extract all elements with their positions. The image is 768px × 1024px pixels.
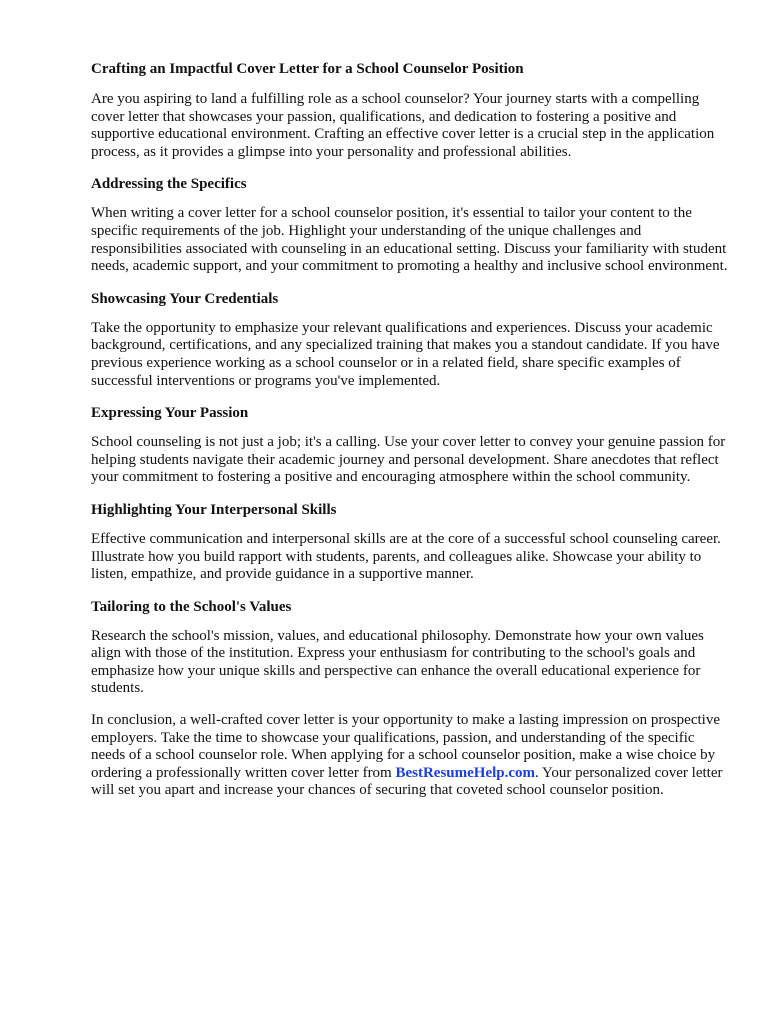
section-body: Effective communication and interpersonal skills are at the core of a successful school counseling career. Illustrate how you build rapport with students, parents, and colleagues alike. Showcase your ability to listen, empathize, and provide guidance in a supportive manner. bbox=[91, 530, 721, 583]
section-interpersonal-skills bbox=[91, 501, 731, 584]
section-heading: Expressing Your Passion bbox=[91, 405, 249, 422]
section-heading: Addressing the Specifics bbox=[91, 176, 247, 193]
section-body: Take the opportunity to emphasize your relevant qualifications and experiences. Discuss your academic background, certifications, and any specialized training that makes you a standout candidate. If you have previous experience working as a school counselor or in a related field, share specific examples of successful interventions or programs you've implemented. bbox=[91, 319, 720, 389]
section-addressing-specifics bbox=[91, 175, 731, 275]
conclusion-text-after-link: . Your personalized cover letter will set you apart and increase your chances of securing that coveted school counselor position. bbox=[91, 764, 723, 799]
conclusion-paragraph bbox=[91, 712, 731, 800]
intro-paragraph: Are you aspiring to land a fulfilling role as a school counselor? Your journey starts with a compelling cover letter that showcases your passion, qualifications, and dedication to fostering a positive and supportive educational environment. Crafting an effective cover letter is a crucial step in the application process, as it provides a glimpse into your personality and professional abilities. bbox=[91, 91, 715, 160]
section-showcasing-credentials bbox=[91, 290, 731, 390]
section-school-values bbox=[91, 598, 731, 698]
section-expressing-passion bbox=[91, 404, 731, 487]
section-body: When writing a cover letter for a school counselor position, it's essential to tailor your content to the specific requirements of the job. Highlight your understanding of the unique challenges and responsibilities associated with counseling in an educational setting. Discuss your familiarity with student needs, academic support, and your commitment to promoting a healthy and inclusive school environment. bbox=[91, 205, 728, 275]
document-page bbox=[91, 60, 731, 814]
section-body: Research the school's mission, values, and educational philosophy. Demonstrate how your own values align with those of the institution. Express your enthusiasm for contributing to the school's goals and emphasize how your unique skills and perspective can enhance the overall educational experience for students. bbox=[91, 627, 704, 697]
section-body: School counseling is not just a job; it's a calling. Use your cover letter to convey your genuine passion for helping students navigate their academic journey and personal development. Share anecdotes that reflect your commitment to fostering a positive and encouraging atmosphere within the school community. bbox=[91, 434, 726, 486]
best-resume-help-link[interactable]: BestResumeHelp.com bbox=[395, 764, 536, 781]
section-heading: Highlighting Your Interpersonal Skills bbox=[91, 501, 337, 518]
document-title: Crafting an Impactful Cover Letter for a School Counselor Position bbox=[91, 61, 524, 77]
section-heading: Showcasing Your Credentials bbox=[91, 290, 279, 307]
section-heading: Tailoring to the School's Values bbox=[91, 598, 292, 615]
conclusion-text-before-link: In conclusion, a well-crafted cover letter is your opportunity to make a lasting impression on prospective employers. Take the time to showcase your qualifications, passion, and understanding of the specific needs of a school counselor role. When applying for a school counselor position, make a wise choice by ordering a professionally written cover letter from bbox=[91, 712, 720, 781]
